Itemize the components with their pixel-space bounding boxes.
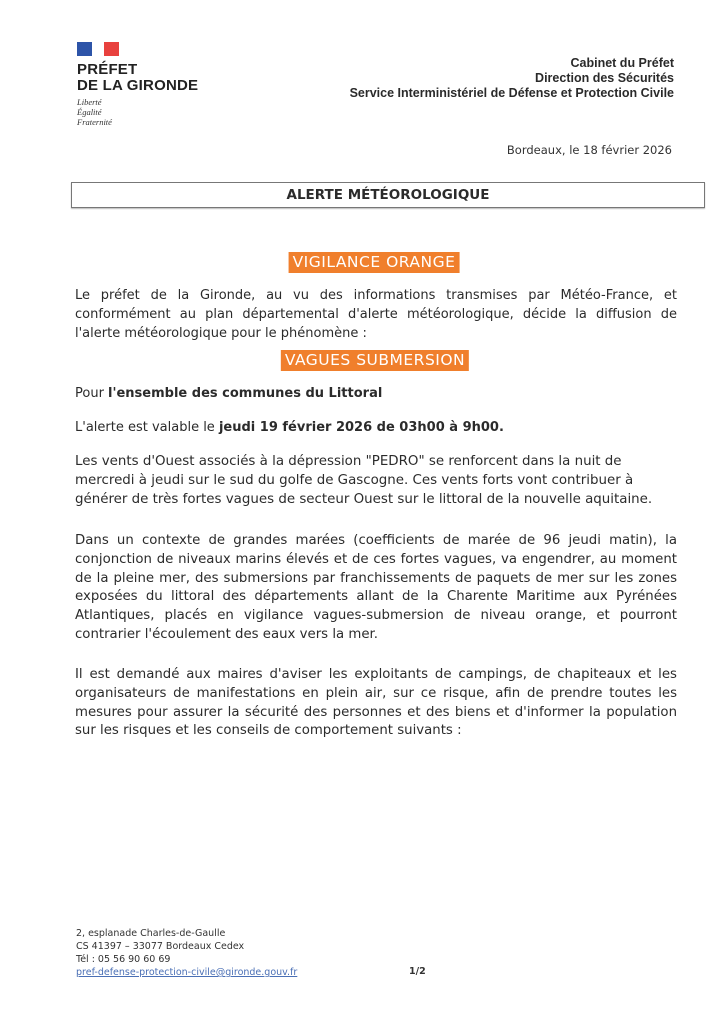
motto-egalite: Égalité bbox=[77, 107, 102, 117]
service-sidpc: Service Interministériel de Défense et Protection Civile bbox=[349, 86, 674, 100]
document-title: ALERTE MÉTÉOROLOGIQUE bbox=[286, 187, 490, 203]
french-flag-icon bbox=[77, 42, 119, 56]
logo-title-line2: DE LA GIRONDE bbox=[77, 77, 199, 94]
logo-title-line1: PRÉFET bbox=[77, 61, 138, 78]
validity-period: jeudi 19 février 2026 de 03h00 à 9h00. bbox=[218, 420, 504, 435]
footer-email-link[interactable]: pref-defense-protection-civile@gironde.gouv.fr bbox=[76, 967, 298, 978]
scope-prefix: Pour bbox=[75, 386, 109, 401]
mayors-paragraph: Il est demandé aux maires d'aviser les exploitants de campings, de chapiteaux et les organisateurs de manifestations en plein air, sur ce risque, afin de prendre toutes les mesures pour assurer la sécurité des personnes et des biens et d'informer la population sur les risques et les conseils de comportement suivants : bbox=[75, 667, 677, 739]
footer-address-line1: 2, esplanade Charles-de-Gaulle bbox=[76, 928, 226, 939]
service-direction: Direction des Sécurités bbox=[535, 71, 674, 85]
prefecture-logo bbox=[77, 42, 198, 127]
intro-paragraph: Le préfet de la Gironde, au vu des informations transmises par Météo-France, et conformément au plan départemental d'alerte météorologique, décide la diffusion de l'alerte météorologique pour le phénomène : bbox=[75, 288, 677, 341]
winds-paragraph: Les vents d'Ouest associés à la dépression "PEDRO" se renforcent dans la nuit de mercredi à jeudi sur le sud du golfe de Gascogne. Ces vents forts vont contribuer à générer de très fortes vagues de secteur Ouest sur le littoral de la nouvelle aquitaine. bbox=[75, 454, 653, 507]
validity-prefix: L'alerte est valable le bbox=[75, 420, 219, 435]
phenomenon-badge: VAGUES SUBMERSION bbox=[281, 350, 469, 371]
motto-fraternite: Fraternité bbox=[77, 117, 112, 127]
alert-level-badge: VIGILANCE ORANGE bbox=[289, 252, 460, 273]
footer-contact bbox=[76, 927, 297, 979]
scope-area: l'ensemble des communes du Littoral bbox=[108, 386, 383, 401]
document-date: Bordeaux, le 18 février 2026 bbox=[506, 143, 672, 157]
validity-line bbox=[75, 419, 677, 438]
issuing-services bbox=[350, 56, 674, 101]
republic-motto bbox=[77, 97, 198, 127]
footer-phone: Tél : 05 56 90 60 69 bbox=[76, 954, 171, 965]
context-paragraph: Dans un contexte de grandes marées (coefficients de marée de 96 jeudi matin), la conjonction de niveaux marins élevés et de ces fortes vagues, va engendrer, au moment de la pleine mer, des submersions par franchissements de paquets de mer sur les zones exposées du littoral des départements allant de la Charente Maritime aux Pyrénées Atlantiques, placés en vigilance vagues-submersion de niveau orange, et pourront contrarier l'écoulement des eaux vers la mer. bbox=[75, 533, 677, 642]
page-number: 1/2 bbox=[409, 966, 426, 977]
service-cabinet: Cabinet du Préfet bbox=[570, 56, 674, 70]
motto-liberte: Liberté bbox=[77, 97, 102, 107]
logo-title bbox=[77, 62, 198, 94]
footer-address-line2: CS 41397 – 33077 Bordeaux Cedex bbox=[76, 941, 245, 952]
scope-line bbox=[75, 385, 677, 404]
document-title-box bbox=[71, 182, 705, 208]
